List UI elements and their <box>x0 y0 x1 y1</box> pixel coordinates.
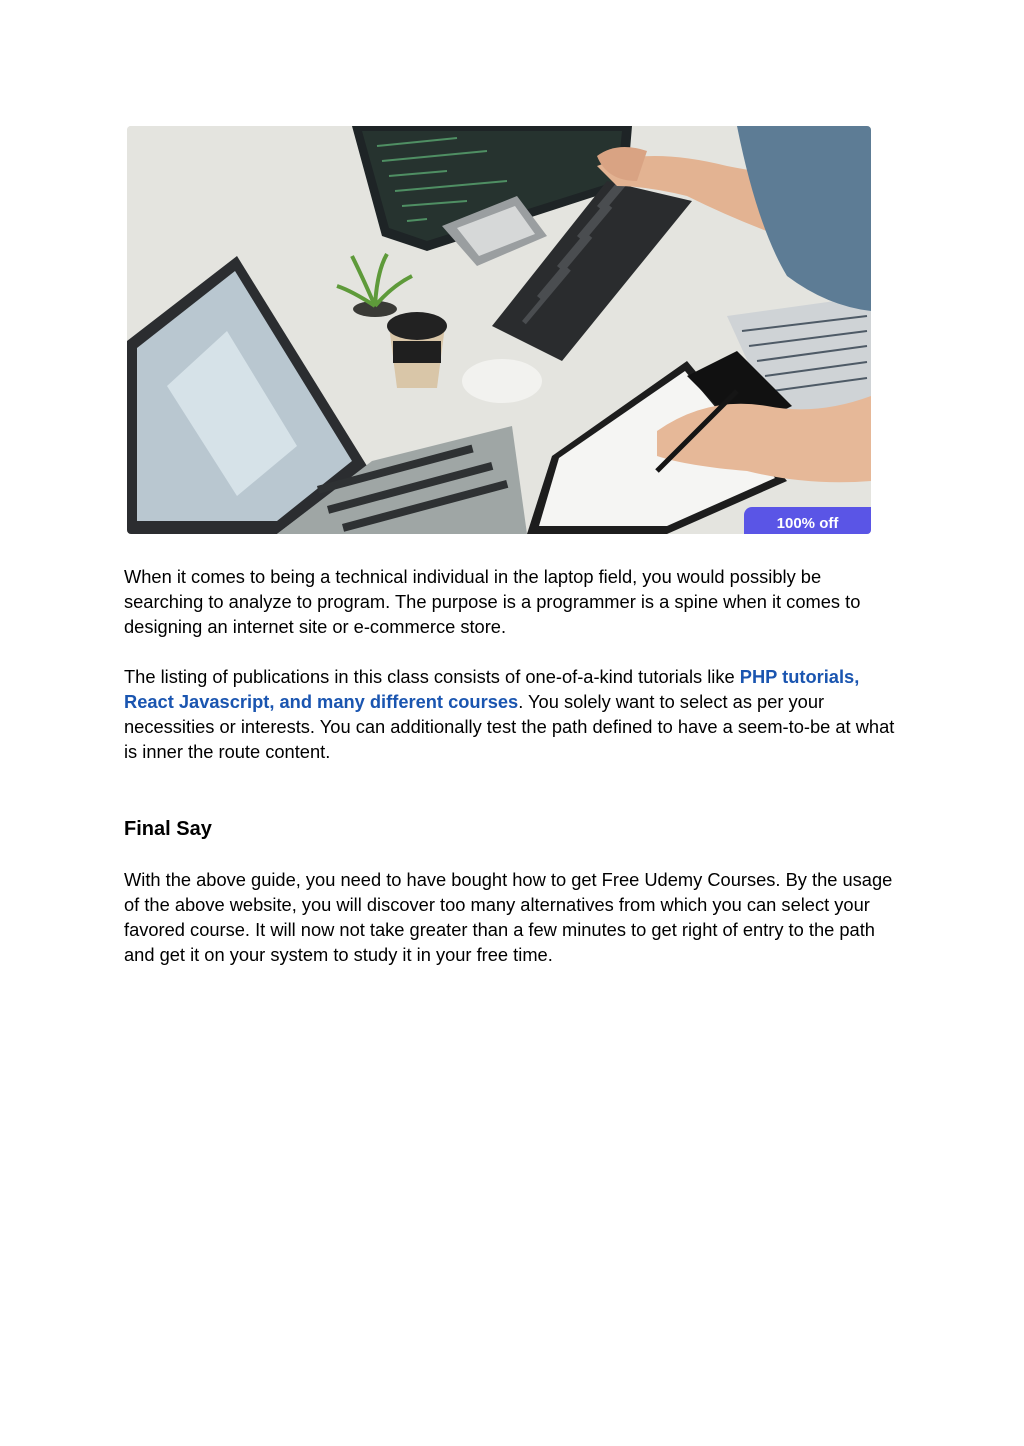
conclusion-paragraph: With the above guide, you need to have bought how to get Free Udemy Courses. By the usage of the above website, you will discover too many alternatives from which you can select your favored course. It will now not take greater than a few minutes to get right of entry to the path and get it on your system to study it in your free time. <box>124 869 893 965</box>
course-listing-paragraph <box>124 664 896 764</box>
intro-paragraph: When it comes to being a technical individual in the laptop field, you would possibly be searching to analyze to program. The purpose is a programmer is a spine when it comes to designing an internet site or e-commerce store. <box>124 566 861 637</box>
courses-link[interactable]: PHP tutorials, React Javascript, and many different courses <box>124 666 860 712</box>
article-body <box>124 564 896 967</box>
hero-image <box>127 126 871 534</box>
section-heading: Final Say <box>124 818 212 840</box>
paragraph-text: The listing of publications in this class consists of one-of-a-kind tutorials like <box>124 666 740 687</box>
paragraph-text: . You solely want to select as per your necessities or interests. You can additionally test the path defined to have a seem-to-be at what is inner the route content. <box>124 691 895 762</box>
workspace-photo <box>127 126 871 534</box>
discount-badge: 100% off <box>744 507 871 534</box>
